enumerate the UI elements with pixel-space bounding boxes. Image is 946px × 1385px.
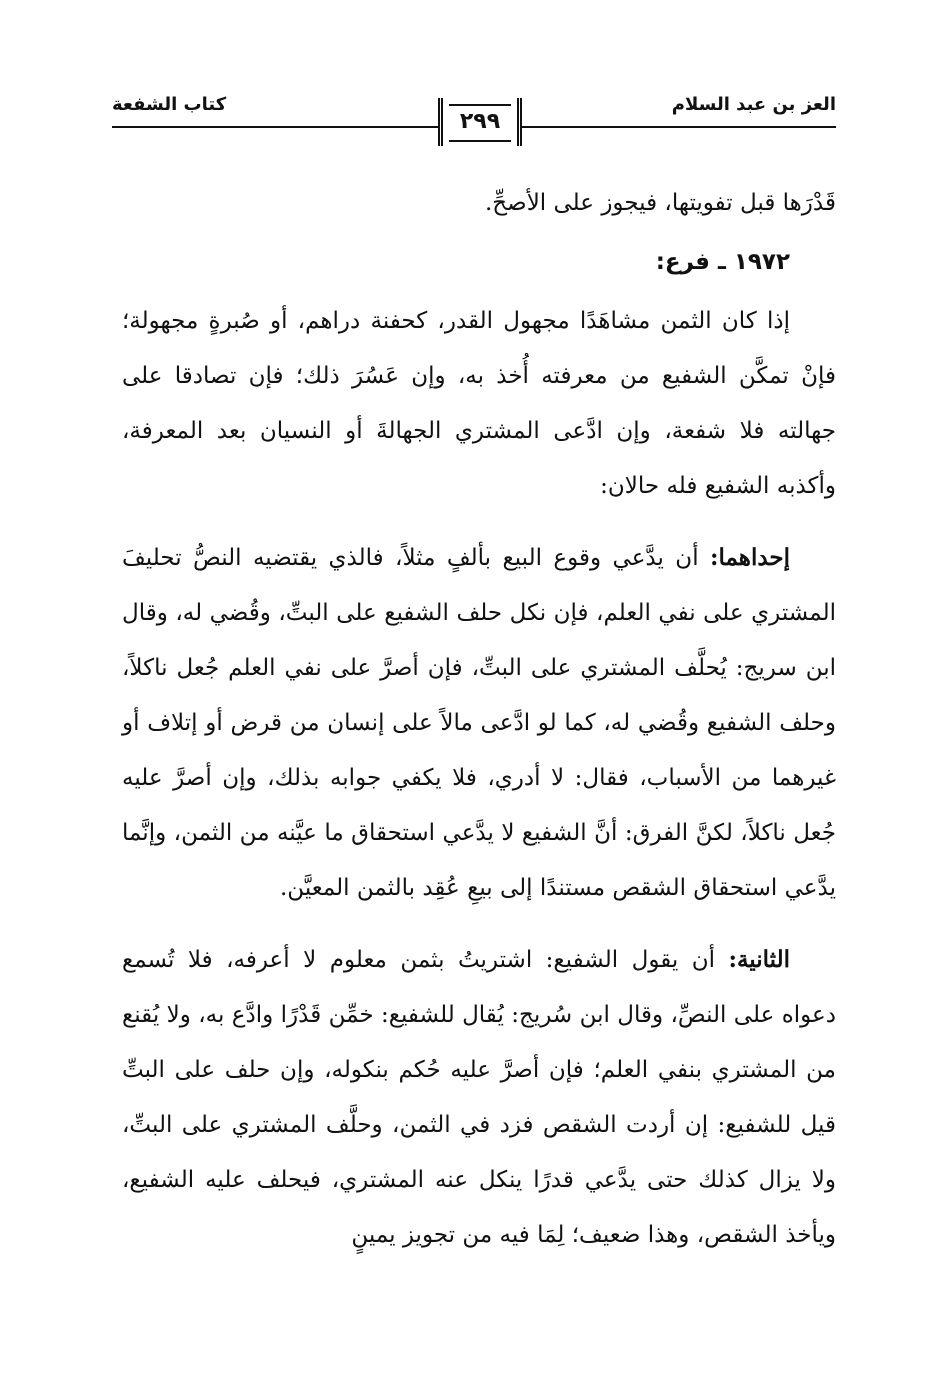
continuation-line: قَدْرَها قبل تفويتها، فيجوز على الأصحِّ. bbox=[485, 190, 836, 216]
first-case-lead: إحداهما: bbox=[710, 544, 791, 571]
page-number: ٢٩٩ bbox=[459, 109, 501, 134]
second-case-paragraph bbox=[122, 932, 836, 1263]
book-author-title: العز بن عبد السلام bbox=[671, 94, 836, 115]
page-number-frame bbox=[438, 98, 522, 146]
section-heading: ١٩٧٢ ـ فرع: bbox=[655, 249, 790, 275]
second-case-lead: الثانية: bbox=[728, 946, 790, 973]
page-header bbox=[112, 92, 836, 156]
first-case-text: أن يدَّعي وقوع البيع بألفٍ مثلاً، فالذي يقتضيه النصُّ تحليفَ المشتري على نفي العلم، فإن نكل حلف الشفيع على البتِّ، وقُضي له، وقال ابن سريج: يُحلَّف المشتري على البتِّ، فإن أصرَّ على نفي العلم جُعل ناكلاً، وحلف الشفيع وقُضي له، كما لو ادَّعى مالاً على إنسان من قرض أو إتلاف أو غيرهما من الأسباب، فقال: لا أدري، فلا يكفي جوابه بذلك، وإن أصرَّ عليه جُعل ناكلاً، لكنَّ الفرق: أنَّ الشفيع لا يدَّعي استحقاق ما عيَّنه من الثمن، وإنَّما يدَّعي استحقاق الشقص مستندًا إلى بيعِ عُقِد بالثمن المعيَّن. bbox=[122, 545, 836, 901]
chapter-title: كتاب الشفعة bbox=[112, 94, 227, 115]
second-case-text: أن يقول الشفيع: اشتريتُ بثمن معلوم لا أعرفه، فلا تُسمع دعواه على النصِّ، وقال ابن سُريج: يُقال للشفيع: خمِّن قَدْرًا وادَّع به، ولا يُقنع من المشتري بنفي العلم؛ فإن أصرَّ عليه حُكم بنكوله، وإن حلف على البتِّ قيل للشفيع: إن أردت الشقص فزد في الثمن، وحلَّف المشتري على البتِّ، ولا يزال كذلك حتى يدَّعي قدرًا ينكل عنه المشتري، فيحلف عليه الشفيع، ويأخذ الشقص، وهذا ضعيف؛ لِمَا فيه من تجويز يمينٍ bbox=[122, 947, 836, 1248]
page-body bbox=[122, 176, 836, 1263]
intro-paragraph: إذا كان الثمن مشاهَدًا مجهول القدر، كحفنة دراهم، أو صُبرةٍ مجهولة؛ فإنْ تمكَّن الشفيع من معرفته أُخذ به، وإن عَسُرَ ذلك؛ فإن تصادقا على جهالته فلا شفعة، وإن ادَّعى المشتري الجهالةَ أو النسيان بعد المعرفة، وأكذبه الشفيع فله حالان: bbox=[122, 308, 836, 499]
first-case-paragraph bbox=[122, 530, 836, 916]
